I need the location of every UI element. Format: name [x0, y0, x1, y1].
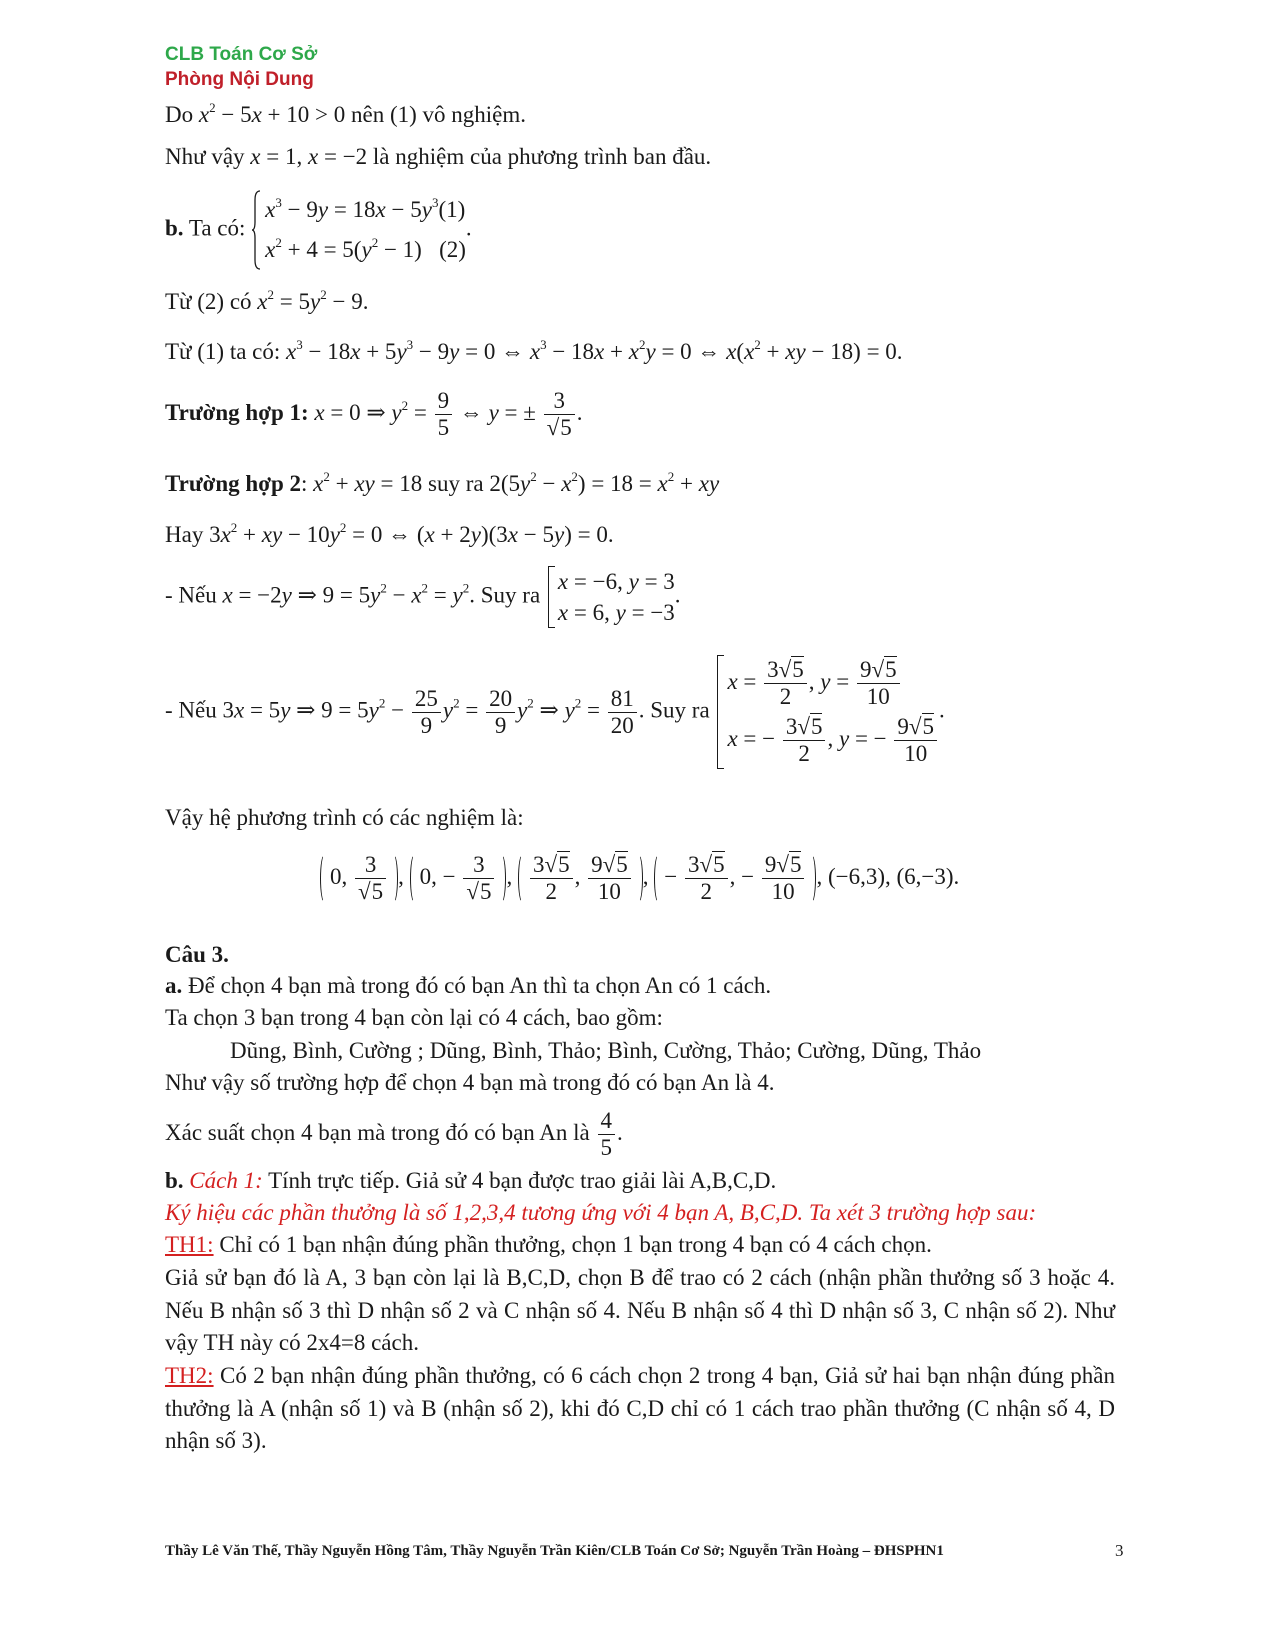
case-th1: TH1: Chỉ có 1 bạn nhận đúng phần thưởng, chọn 1 bạn trong 4 bạn có 4 cách chọn. [165, 1232, 932, 1257]
line-from-2: Từ (2) có $x^2 = 5y^2 - 9$. [165, 287, 369, 314]
line-system: b. Ta có: $x^3 - 9y = 18x - 5y^3(1)$ $x^2 + 4 = 5(y^2 - 1)$ (2) . [165, 190, 472, 270]
q3a-line-2: Ta chọn 3 bạn trong 4 bạn còn lại có 4 cách, bao gồm: [165, 1005, 663, 1030]
club-name: CLB Toán Cơ Sở [165, 44, 318, 65]
solution-set-bracket-2: x = $\frac{3√5}{2}$ , y = $\frac{9√5}{10}$ x = − $\frac{3√5}{2}$ , y = − $\frac{9√5}{10}$ [715, 655, 939, 769]
solution-list: 0, $\frac{3}{√5}$ , 0, − $\frac{3}{√5}$ , $\frac{3√5}{2}$ , $\frac{9√5}{10}$ , − $\frac{3√5}{2}$ , − $\frac{9√5}{10}$ , (−6,3), (6,−3). [320, 852, 959, 905]
q3a-line-1: a. Để chọn 4 bạn mà trong đó có bạn An thì ta chọn An có 1 cách. [165, 973, 772, 998]
department-name: Phòng Nội Dung [165, 69, 314, 90]
question-3-title: Câu 3. [165, 942, 229, 967]
footer-authors: Thầy Lê Văn Thế, Thầy Nguyễn Hồng Tâm, Thầy Nguyễn Trần Kiên/CLB Toán Cơ Sở; Nguyễn Trần Hoàng – ĐHSPHN1 [165, 1543, 944, 1559]
equation-system: $x^3 - 9y = 18x - 5y^3(1)$ $x^2 + 4 = 5(y^2 - 1)$ (2) [251, 190, 466, 270]
q3b-line-1: b. Cách 1: Tính trực tiếp. Giả sử 4 bạn được trao giải lài A,B,C,D. [165, 1168, 777, 1193]
page-number: 3 [1115, 1541, 1124, 1560]
case-th2: TH2: Có 2 bạn nhận đúng phần thưởng, có 6 cách chọn 2 trong 4 bạn, Giả sử hai bạn nhận đúng phần thưởng là A (nhận số 1) và B (nhận số 2), khi đó C,D chỉ có 1 cách trao phần thưởng (C nhận số 4, D nhận số 3). [165, 1363, 1115, 1453]
line-factor: Hay $3x^2$ + xy − $10y^2 = 0$ ⇔ (x + 2y)(3x − 5y) = 0. [165, 520, 614, 547]
left-brace-icon [251, 190, 261, 270]
q3a-probability: Xác suất chọn 4 bạn mà trong đó có bạn An là $\frac{4}{5}$ . [165, 1108, 623, 1160]
line-conclusion: Vậy hệ phương trình có các nghiệm là: [165, 805, 524, 830]
line-roots: Như vậy x = 1, x = −2 là nghiệm của phương trình ban đầu. [165, 144, 712, 169]
solution-set-bracket: x = −6, y = 3 x = 6, y = −3 [546, 566, 675, 628]
line-case-1: Trường hợp 1: x = 0 ⇒ $y^2$ = $\frac{9}{5}$ ⇔ y = ± $\frac{3}{√5}$ . [165, 388, 583, 440]
q3a-groups: Dũng, Bình, Cường ; Dũng, Bình, Thảo; Bình, Cường, Thảo; Cường, Dũng, Thảo [230, 1038, 982, 1063]
line-case-2: Trường hợp 2: $x^2$ + xy = 18 suy ra $2(5y^2 - x^2) = 18 = x^2$ + xy [165, 469, 720, 496]
q3a-line-4: Như vậy số trường hợp để chọn 4 bạn mà trong đó có bạn An là 4. [165, 1070, 775, 1095]
line-from-1: Từ (1) ta có: $x^3 - 18x + 5y^3 - 9y = 0$ ⇔ $x^3 - 18x + x^2y = 0$ ⇔ $x(x^2$ + xy − 18) = 0. [165, 337, 903, 364]
line-quadratic-positive: Do $x^2 - 5x + 10 > 0$ nên (1) vô nghiệm. [165, 100, 527, 127]
case-th1-detail: Giả sử bạn đó là A, 3 bạn còn lại là B,C,D, chọn B để trao có 2 cách (nhận phần thưởng số 3 hoặc 4. Nếu B nhận số 3 thì D nhận số 2 và C nhận số 4. Nếu B nhận số 4 thì D nhận số 3, C nhận số 2). Như vậy TH này có 2x4=8 cách. [165, 1265, 1115, 1355]
line-if-x-minus-2y: - Nếu x = −2y ⇒ $9 = 5y^2 - x^2 = y^2$. Suy ra x = −6, y = 3 x = 6, y = −3 . [165, 566, 681, 628]
line-if-3x-5y: - Nếu 3x = 5y ⇒ $9 = 5y^2$ − $\frac{25}{9}$ $y^2$ = $\frac{20}{9}$ $y^2$ ⇒ $y^2$ = $\frac{81}{20}$ . Suy ra x = $\frac{3√5}{2}$ , y = $\frac{9√5}{10}$ x = − $\frac{3√5}{2}$ , y = − $\frac{9√5}{10}$ . [165, 655, 945, 769]
q3b-notation: Ký hiệu các phần thưởng là số 1,2,3,4 tương ứng với 4 bạn A, B,C,D. Ta xét 3 trường hợp sau: [165, 1200, 1037, 1225]
